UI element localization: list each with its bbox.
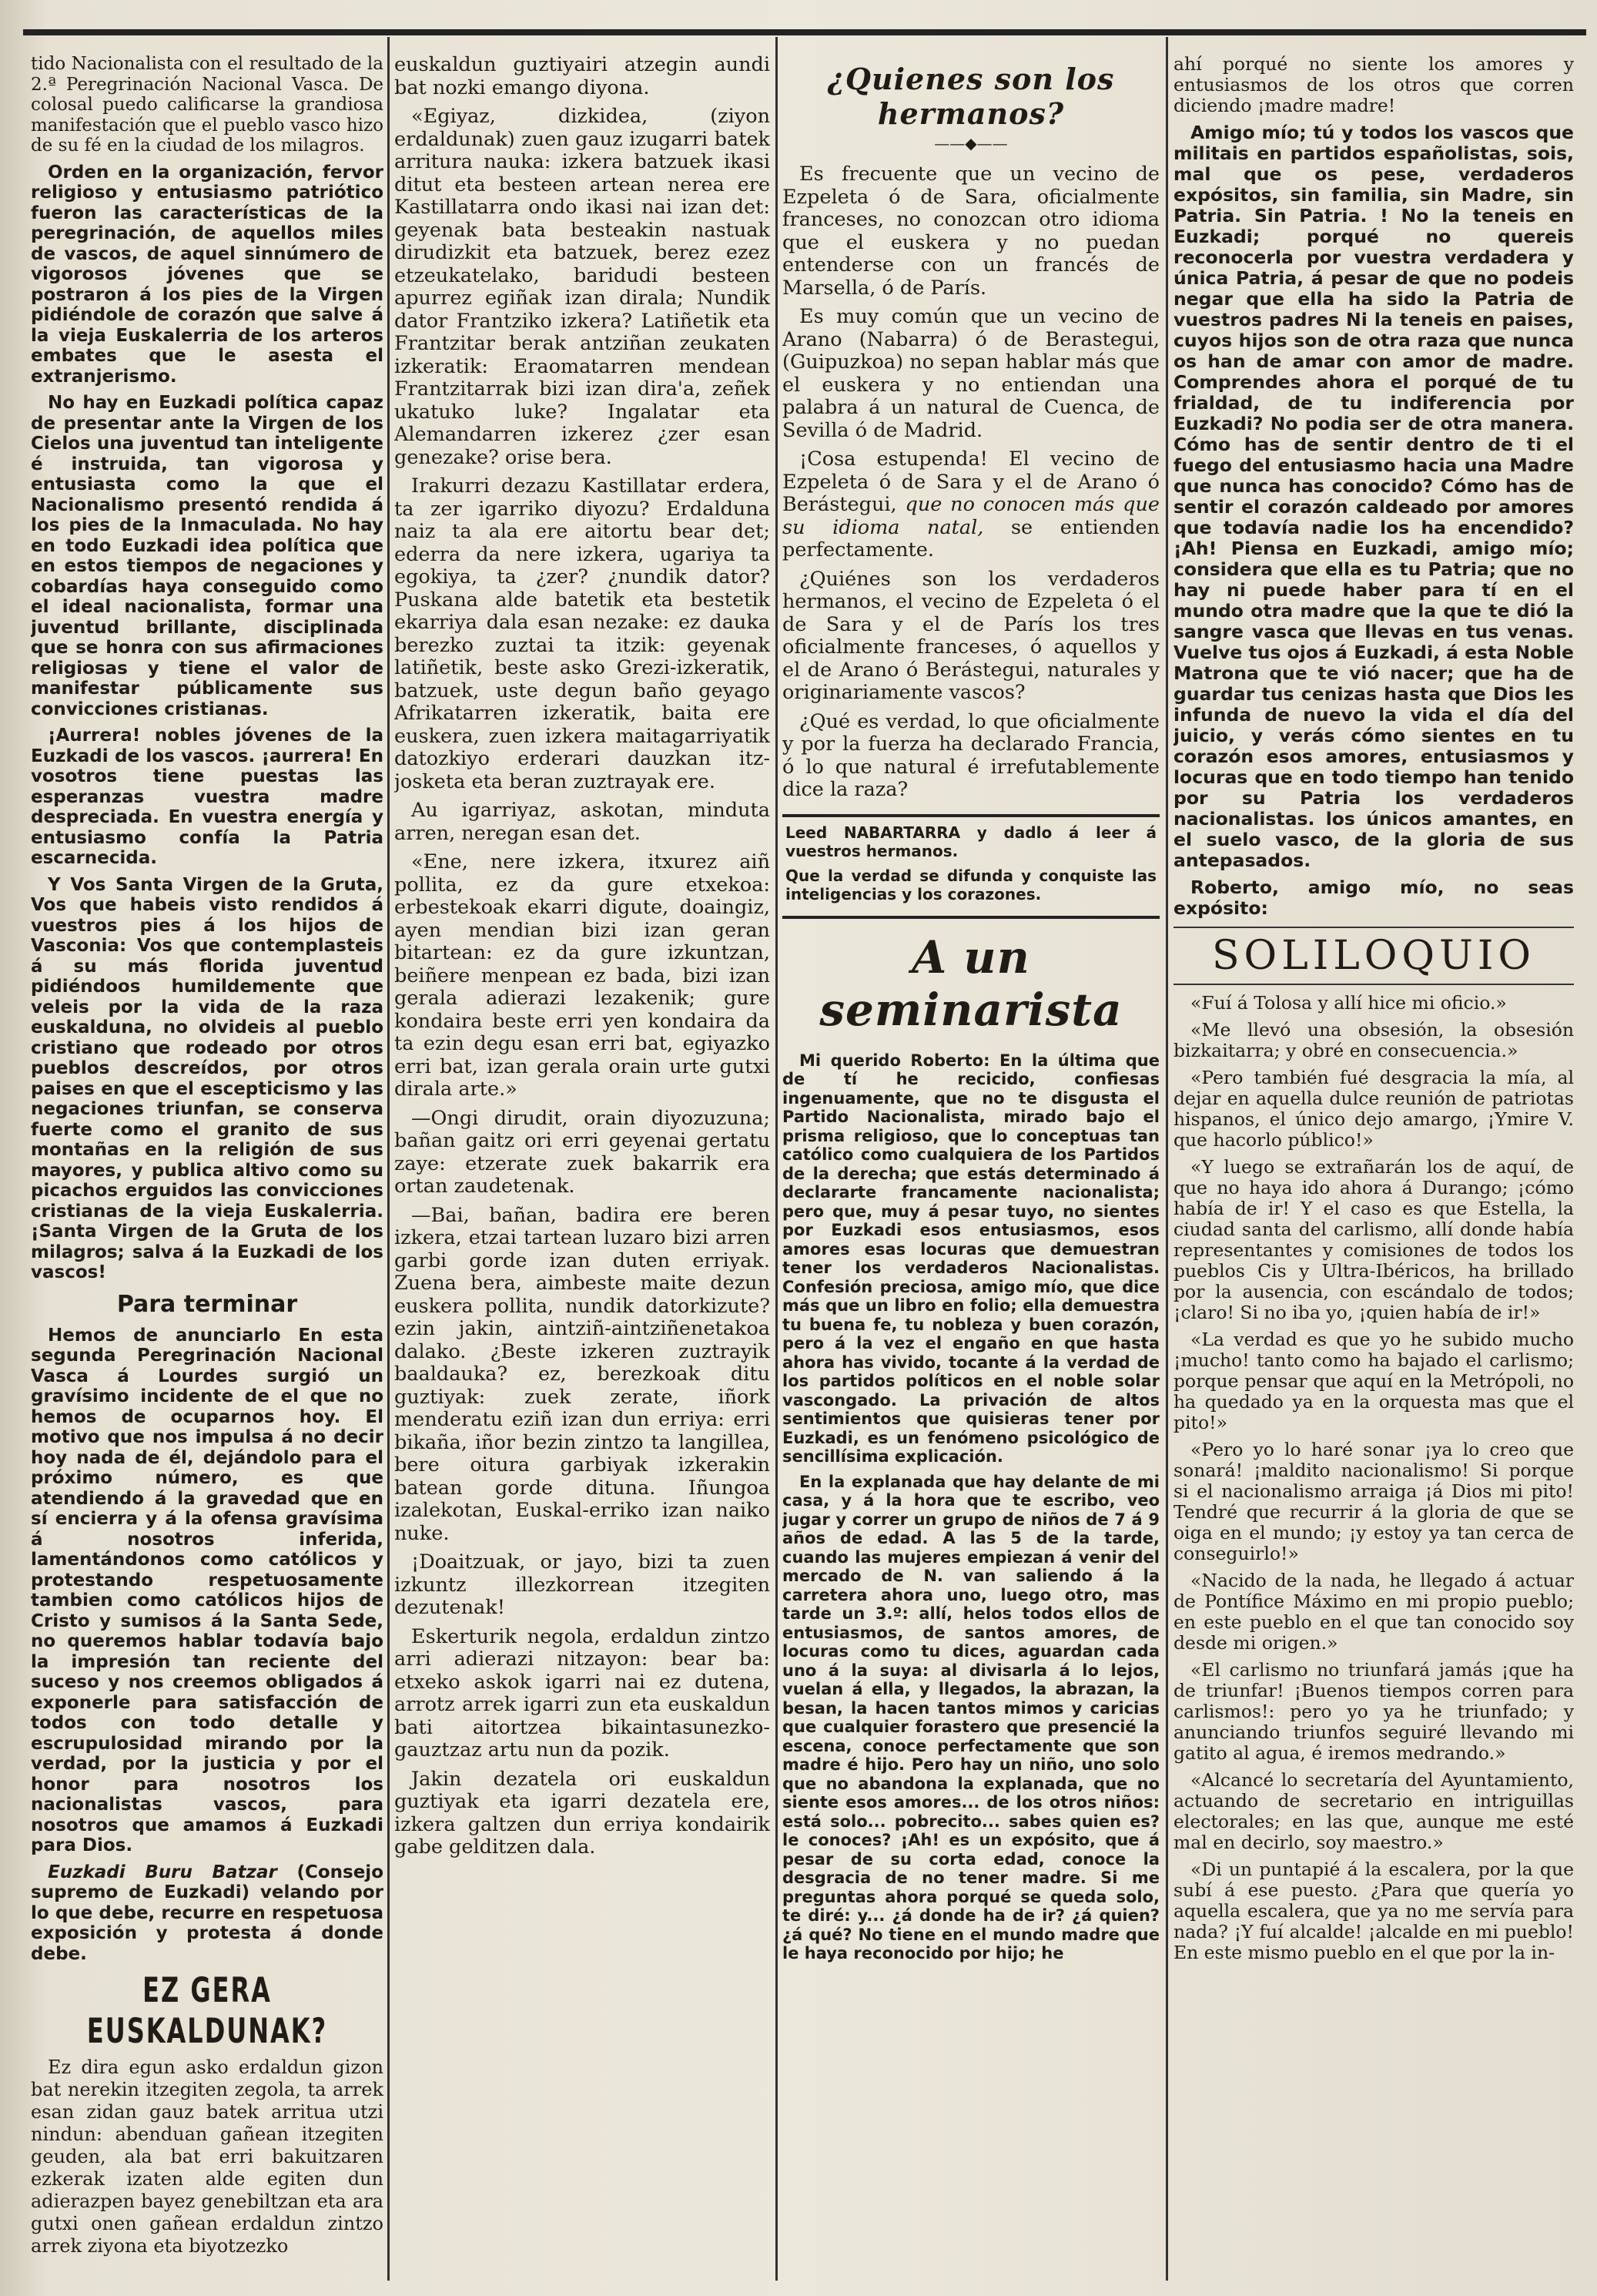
- paragraph: —Ongi dirudit, orain diyozuzuna; bañan gaitz ori erri geyenai gertatu zaye: etzerate zuek bakarrik era ortan zaudetenak.: [394, 1106, 770, 1198]
- paragraph: tido Nacionalista con el resultado de la 2.ª Peregrinación Nacional Vasca. De colosal puedo calificarse la grandiosa manifestación que el pueblo vasco hizo de su fé en la ciudad de los milagros.: [31, 54, 383, 156]
- paragraph: «Pero también fué desgracia la mía, al dejar en aquella dulce reunión de patriotas hispanos, el único dejo amargo, ¡Ymire V. que hacorlo público!»: [1173, 1067, 1574, 1151]
- paragraph: ¿Qué es verdad, lo que oficialmente y por la fuerza ha declarado Francia, ó lo que natural é irrefutablemente dice la raza?: [782, 709, 1160, 801]
- column-separator: [775, 37, 778, 2281]
- paragraph: ¿Quiénes son los verdaderos hermanos, el vecino de Ezpeleta ó el de Sara y el de París los tres oficialmente franceses, ó aquellos y el de Arano ó Berástegui, naturales y originariamente vascos?: [782, 567, 1160, 704]
- paragraph: ¡Doaitzuak, or jayo, bizi ta zuen izkuntz illezkorrean itzegiten dezutenak!: [394, 1550, 770, 1619]
- paragraph: «Ene, nere izkera, itxurez aiñ pollita, ez da gure etxekoa: erbestekoak ekarri digute, doaingiz, ayen mendian bizi izan geran bitartean: ez da gure izkuntzan, beiñere menpean ez bada, bizi izan gerala adierazi lezakenik; gure kondaira beste erri yen kondaira da ta ezin degu esan erri bat, egiyazko erri bat, izan gerala orain urte gutxi dirala arte.»: [394, 850, 770, 1101]
- column-separator: [387, 37, 390, 2281]
- paragraph: Eskerturik negola, erdaldun zintzo arri adierazi nitzayon: bear ba: etxeko askok igarri nai ez dutena, arrotz arrek igarri zun eta euskaldun bati aitortzea bikaintasunezko-gauztzaz artu nun da pozik.: [394, 1624, 770, 1761]
- paragraph: [31, 1862, 383, 1965]
- signature: Euzkadi Buru Batzar: [48, 1862, 277, 1882]
- paragraph: Es muy común que un vecino de Arano (Nabarra) ó de Berastegui, (Guipuzkoa) no sepan hablar más que el euskera y no entiendan una palabra á un natural de Cuenca, de Sevilla ó de Madrid.: [782, 305, 1160, 442]
- paragraph: «Alcancé lo secretaría del Ayuntamiento, actuando de secretario en intriguillas electorales; en las que, aunque me esté mal en decirlo, soy maestro.»: [1173, 1769, 1574, 1853]
- paragraph: No hay en Euzkadi política capaz de presentar ante la Virgen de los Cielos una juventud tan inteligente é instruida, tan vigorosa y entusiasta como la que el Nacionalismo presentó rendida á los pies de la Inmaculada. No hay en todo Euzkadi idea política que en estos tiempos de negaciones y cobardías haya conseguido como el ideal nacionalista, formar una juventud brillante, disciplinada que se honra con sus afirmaciones religiosas y tiene el valor de manifestar públicamente sus convicciones cristianas.: [31, 393, 383, 719]
- paragraph-text: (Consejo supremo de Euzkadi) velando por lo que debe, recurre en respetuosa exposición y protesta á donde debe.: [31, 1862, 383, 1964]
- paragraph: «Me llevó una obsesión, la obsesión bizkaitarra; y obré en consecuencia.»: [1173, 1019, 1574, 1061]
- paragraph: Orden en la organización, fervor religioso y entusiasmo patriótico fueron las características de la peregrinación, de aquellos miles de vascos, de aquel sinnúmero de vigorosos jóvenes que se postraron á los pies de la Virgen pidiéndole de corazón que salve á la vieja Euskalerria de los arteros embates que le asesta el extranjerismo.: [31, 162, 383, 387]
- paragraph: Jakin dezatela ori euskaldun guztiyak eta igarri dezatela ere, izkera galtzen dun erriya kondairik gabe gelditzen dala.: [394, 1767, 770, 1859]
- paragraph: Ez dira egun asko erdaldun gizon bat nerekin itzegiten zegola, ta arrek esan zidan gauz batek arritua utzi nindun: abenduan gañean itzegiten geuden, ala bat erri bakuitzaren ezkerak izaten alde egiten dun adierazpen bayez genebiltzan eta ara gutxi onen gañean erdaldun zintzo arrek ziyona eta biyotzezko: [31, 2056, 383, 2257]
- paragraph: «Nacido de la nada, he llegado á actuar de Pontífice Máximo en mi propio pueblo; en este pueblo en el que tan conocido soy desde mi origen.»: [1173, 1570, 1574, 1654]
- paragraph: En la explanada que hay delante de mi casa, y á la hora que te escribo, veo jugar y correr un grupo de niños de 7 á 9 años de edad. A las 5 de la tarde, cuando las mujeres empiezan á venir del mercado de N. van saliendo á la carretera ahora uno, luego otro, mas tarde un 3.º: allí, helos todos ellos de entusiasmos, de santos amores, de locuras como tu dices, aguardan cada uno á la suya: al divisarla á lo lejos, vuelan á ella, y llegados, la abrazan, la besan, la hacen tantos mimos y caricias que cualquier forastero que presencié la escena, conoce perfectamente que son madre é hijo. Pero hay un niño, uno solo que no abandona la explanada, que no siente esos amores... de los otros niños: está solo... pobrecito... sabes quien es? le conoces? ¡Ah! es un expósito, que á pesar de su corta edad, conoce la desgracia de no tener madre. Si me preguntas ahora porqué se queda solo, te diré: y... ¿á donde ha de ir? ¿á quien? ¿á qué? No tiene en el mundo madre que le haya reconocido por hijo; he: [782, 1472, 1160, 1962]
- column-1: [31, 54, 383, 2281]
- paragraph: —Bai, bañan, badira ere beren izkera, etzai tartean luzaro bizi arren garbi gorde izan duten erriyak. Zuena bera, aimbeste maite dezun euskera pollita, nundik datorkizute? ezin jakin, aintziñ-aintziñenetakoa dalako. ¿Beste izkeren zuztrayik baaldauka? ez, berezkoak ditu guztiyak: zuek zerate, iñork menderatu eziñ izan dun erriya: erri bikaña, iñor bezin zintzo ta langillea, bere oitura garbiyak izkerakin batean gorde dituna. Iñungoa izalekotan, Euskal-erriko izan naiko nuke.: [394, 1203, 770, 1545]
- emphasis-text: que no conocen más que su idioma natal,: [782, 493, 1160, 539]
- paragraph: Es frecuente que un vecino de Ezpeleta ó de Sara, oficialmente franceses, no conozcan otro idioma que el euskera y no puedan entenderse con un francés de Marsella, ó de París.: [782, 163, 1160, 300]
- notice-box: [782, 814, 1160, 919]
- paragraph-text: ¡Cosa estupenda! El vecino de Ezpeleta ó de Sara y el de Arano ó Berástegui,: [782, 447, 1160, 516]
- article-title: ¿Quienes son los hermanos?: [827, 62, 1115, 131]
- top-rule: [23, 29, 1586, 35]
- paragraph: Mi querido Roberto: En la última que de tí he recicido, confiesas ingenuamente, que no te disgusta el Partido Nacionalista, mirado bajo el prisma religioso, que lo conceptuas tan católico como cualquiera de los Partidos de la derecha; que estás determinado á declararte francamente nacionalista; pero que, muy á pesar tuyo, no sientes por Euzkadi esos entusiasmos, esos amores esas locuras que demuestran tener los verdaderos Nacionalistas. Confesión preciosa, amigo mío, que dice más que un libro en folio; ella demuestra tu buena fe, tu nobleza y buen corazón, pero á la vez el engaño en que hasta ahora has vivido, tocante á la verdad de los partidos políticos en el noble solar vascongado. La privación de altos sentimientos que quisieras tener por Euzkadi, es un fenómeno psicológico de sencillísima explicación.: [782, 1051, 1160, 1466]
- paragraph: Roberto, amigo mío, no seas expósito:: [1173, 877, 1574, 919]
- column-3: [782, 54, 1160, 2281]
- article-title: A un seminarista: [819, 930, 1123, 1036]
- paragraph: ¡Aurrera! nobles jóvenes de la Euzkadi de los vascos. ¡aurrera! En vosotros tiene puestas las esperanzas vuestra madre despreciada. En vuestra energía y entusiasmo confía la Patria escarnecida.: [31, 726, 383, 868]
- paragraph: «Di un puntapié á la escalera, por la que subí á ese puesto. ¿Para que quería yo aquella escalera, que ya no me servía para nada? ¡Y fuí alcalde! ¡alcalde en mi pueblo! En este mismo pueblo en el que por la in-: [1173, 1859, 1574, 1963]
- paragraph: Au igarriyaz, askotan, minduta arren, neregan esan det.: [394, 799, 770, 845]
- ornament-divider: ——◆——: [934, 134, 1008, 153]
- paragraph: Y Vos Santa Virgen de la Gruta, Vos que habeis visto rendidos á vuestros pies á los hijos de Vasconia: Vos que contemplasteis á su más florida juventud pidiéndoos humildemente que veleis por la vida de la raza euskalduna, no olvideis al pueblo cristiano que rodeado por otros pueblos descreídos, por otros paises en que el escepticismo y las negaciones triunfan, se conserva fuerte como el granito de sus montañas en la religión de sus mayores, y publica altivo como su picachos erguidos las convicciones cristianas de la vieja Euskalerria. ¡Santa Virgen de la Gruta de los milagros; salva á la Euzkadi de los vascos!: [31, 874, 383, 1282]
- paragraph: Hemos de anunciarlo En esta segunda Peregrinación Nacional Vasca á Lourdes surgió un gravísimo incidente de el que no hemos de ocuparnos hoy. El motivo que nos impulsa á no decir hoy nada de él, dejándolo para el próximo número, es que atendiendo á la gravedad que en sí encierra y á la ofensa gravísima á nosotros inferida, lamentándonos como católicos y protestando respetuosamente tambien como católicos hijos de Cristo y sumisos á la Santa Sede, no queremos hablar todavía bajo la impresión tan reciente del suceso y nos creemos obligados á exponerle para satisfacción de todos con todo detalle y escrupulosidad mirando por la verdad, por la justicia y por el honor para nosotros los nacionalistas vascos, para nosotros que amamos á Euzkadi para Dios.: [31, 1325, 383, 1855]
- paragraph: «El carlismo no triunfará jamás ¡que ha de triunfar! ¡Buenos tiempos corren para carlismos!: pero yo ya he triunfado; y anunciando triunfos seguiré llevando mi gatito al agua, é iremos medrando.»: [1173, 1659, 1574, 1764]
- paragraph: «Y luego se extrañarán los de aquí, de que no haya ido ahora á Durango; ¡cómo había de ir! Y el caso es que Estella, la ciudad santa del carlismo, allí donde había representantes y comisiones de todos los pueblos Cis y Ultra-Ibéricos, ha brillado por la ausencia, con escándalo de todos; ¡claro! Si no iba yo, ¡quien había de ir!»: [1173, 1156, 1574, 1323]
- section-heading: EZ GERA EUSKALDUNAK?: [86, 1969, 328, 2052]
- column-2: [394, 54, 770, 2281]
- article-title: SOLILOQUIO: [1173, 927, 1574, 985]
- notice-line: Leed NABARTARRA y dadlo á leer á vuestros hermanos.: [785, 823, 1157, 860]
- ez-heading-wrap: [31, 1969, 383, 2052]
- paragraph: «Fuí á Tolosa y allí hice mi oficio.»: [1190, 992, 1507, 1014]
- paragraph: Irakurri dezazu Kastillatar erdera, ta zer igarriko diyozu? Erdalduna naiz ta ala ere aitortu bear det; ederra da nere izkera, ugariya ta egokiya, ta ¿zer? ¿nundik dator? Puskana alde batetik eta bestetik ekarriya dala esan nezake: ez dauka berezko zuztai ta itzik: geyenak latiñetik, beste asko Grezi-izkeratik, batzuek, uste degun baño geyago Afrikatarren izkeratik, baita ere euskera, zuen izkera maitagarriyatik datozkiyo erderari dauzkan itz-josketa eta beran zuztrayak ere.: [394, 474, 770, 793]
- section-heading: Para terminar: [116, 1290, 298, 1318]
- paragraph: ahí porqué no siente los amores y entusiasmos de los otros que corren diciendo ¡madre madre!: [1173, 54, 1574, 116]
- paragraph: Amigo mío; tú y todos los vascos que militais en partidos españolistas, sois, mal que os pese, verdaderos expósitos, sin familia, sin Madre, sin Patria. Sin Patria. ! No la teneis en Euzkadi; porqué no quereis reconocerla por vuestra verdadera y única Patria, á pesar de que no podeis negar que ella ha sido la Patria de vuestros padres Ni la teneis en paises, cuyos hijos son de otra raza que nunca os han de amar con amor de madre. Comprendes ahora el porqué de tu frialdad, de tu indiferencia por Euzkadi? No podia ser de otra manera. Cómo has de sentir dentro de ti el fuego del entusiasmo hacia una Madre que nunca has conocido? Cómo has de sentir el corazón caldeado por amores que todavía nadie los ha encendido? ¡Ah! Piensa en Euzkadi, amigo mío; considera que ella es tu Patria; que no hay ni puede haber para tí en el mundo otra madre que la que te dió la sangre vasca que llevas en tus venas. Vuelve tus ojos á Euzkadi, á esta Noble Matrona que te vió nacer; que ha de guardar tus cenizas hasta que Dios les infunda de nuevo la vida el día del juicio, y verás cómo sientes en tu corazón esos amores, entusiasmos y locuras que en todo tiempo han tenido por su Patria los verdaderos nacionalistas. los únicos amantes, en el suelo vasco, de la gloria de sus antepasados.: [1173, 122, 1574, 871]
- paragraph: «Pero yo lo haré sonar ¡ya lo creo que sonará! ¡maldito nacionalismo! Si porque si el nacionalismo arraiga ¡á Dios mi pito! Tendré que recurrir á la gloria de que se oiga en el mundo; ¡y estoy ya tan cerca de conseguirlo!»: [1173, 1439, 1574, 1564]
- paragraph-text: se entienden perfectamente.: [782, 515, 1160, 561]
- column-4: [1173, 54, 1574, 2281]
- paragraph: «La verdad es que yo he subido mucho ¡mucho! tanto como ha bajado el carlismo; porque pensar que aquí en la Metrópoli, no ha quedado ya en la orquesta mas que el pito!»: [1173, 1329, 1574, 1433]
- paragraph: «Egiyaz, dizkidea, (ziyon erdaldunak) zuen gauz izugarri batek arritura nauka: izkera batzuek ikasi ditut eta besteen artean nerea ere Kastillatarra ondo ikasi nai izan det: geyenak bata besteakin nastuak dirudizkit eta batzuek, berez ezez etzeukatelako, baridudi besteen apurrez egiñak izan dirala; Nundik dator Frantziko izkera? Latiñetik eta Frantzitar berak antziñan zeukaten izkeratik: Eraomatarren mendean Frantzitarrak bizi izan dira'a, zeñek ukatuko luke? Ingalatar eta Alemandarren izkerez ¿zer esan genezake? orise bera.: [394, 105, 770, 469]
- paragraph: euskaldun guztiyairi atzegin aundi bat nozki emango diyona.: [394, 54, 770, 99]
- notice-line: Que la verdad se difunda y conquiste las inteligencias y los corazones.: [785, 866, 1157, 903]
- column-separator: [1166, 37, 1168, 2281]
- paragraph: [782, 448, 1160, 562]
